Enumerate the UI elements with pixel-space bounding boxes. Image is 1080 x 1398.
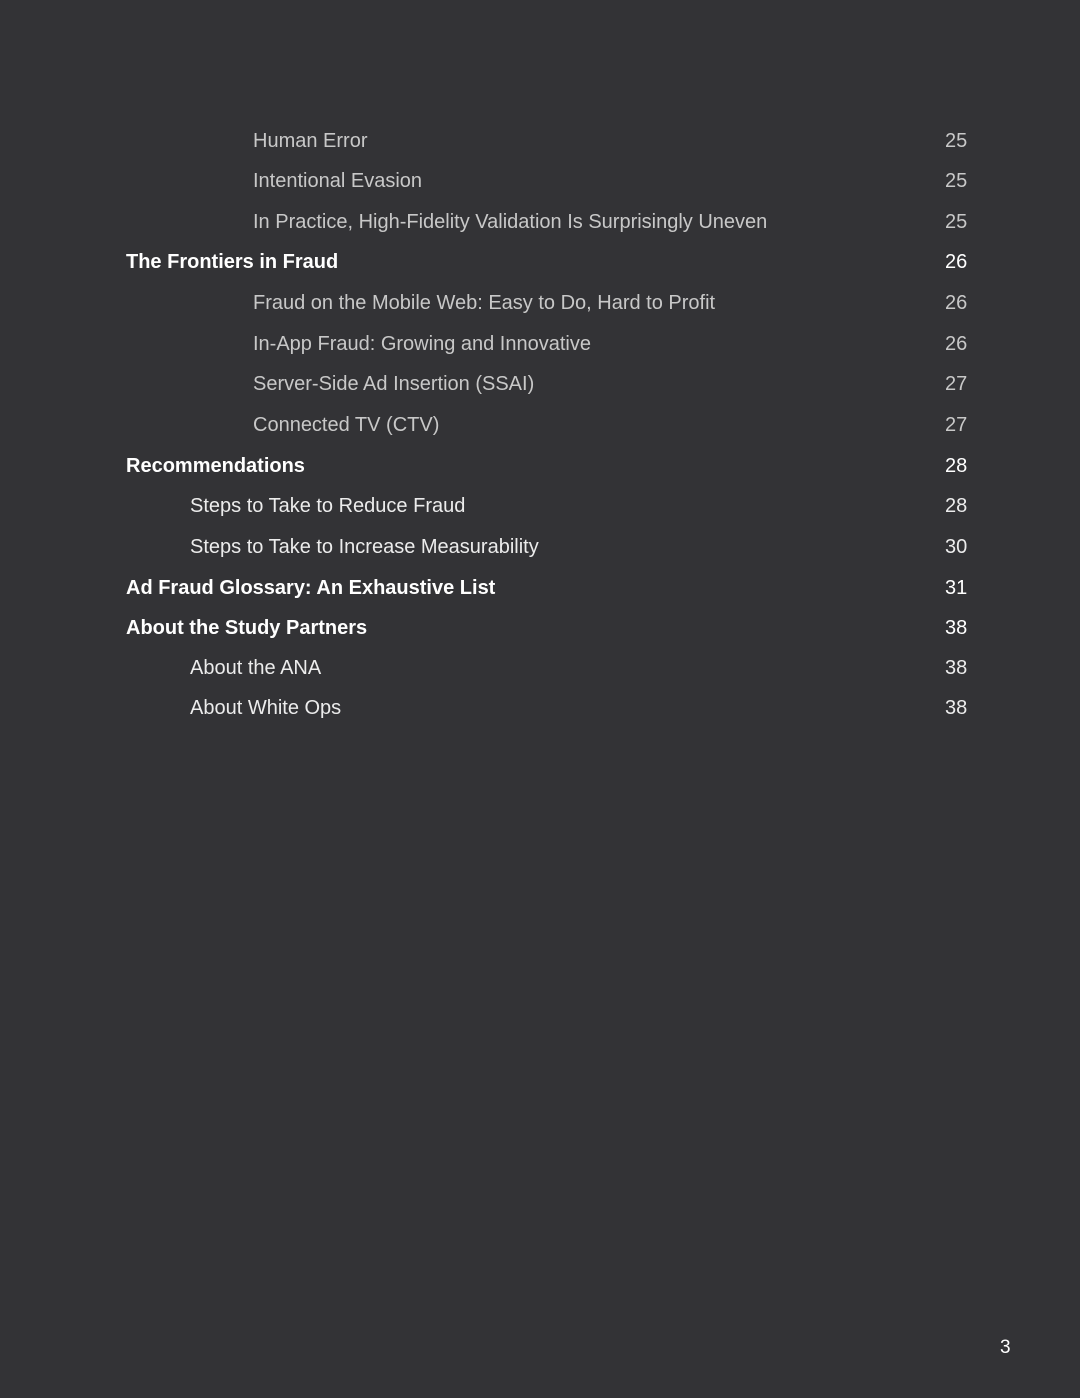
toc-entry-reduce-fraud[interactable] [0, 491, 1080, 521]
toc-section-study-partners[interactable] [0, 613, 1080, 643]
toc-entry-about-white-ops[interactable] [0, 693, 1080, 723]
toc-entry-about-ana[interactable] [0, 653, 1080, 683]
toc-entry-page: 25 [945, 170, 968, 192]
toc-entry-title: About the ANA [190, 657, 322, 679]
toc-entry-ctv[interactable] [0, 410, 1080, 440]
toc-entry-high-fidelity-validation[interactable] [0, 207, 1080, 237]
toc-entry-page: 27 [945, 414, 968, 436]
page-number: 3 [1000, 1337, 1011, 1358]
toc-entry-mobile-web-fraud[interactable] [0, 288, 1080, 318]
toc-entry-page: 28 [945, 495, 968, 517]
toc-entry-intentional-evasion[interactable] [0, 166, 1080, 196]
toc-entry-page: 38 [945, 657, 968, 679]
toc-entry-page: 26 [945, 292, 968, 314]
toc-section-page: 28 [945, 455, 968, 477]
toc-entry-ssai[interactable] [0, 369, 1080, 399]
toc-entry-title: Steps to Take to Reduce Fraud [190, 495, 466, 517]
toc-section-page: 38 [945, 617, 968, 639]
toc-section-title: Ad Fraud Glossary: An Exhaustive List [126, 577, 496, 599]
toc-entry-page: 26 [945, 333, 968, 355]
toc-section-title: The Frontiers in Fraud [126, 251, 339, 273]
toc-entry-title: Server-Side Ad Insertion (SSAI) [253, 373, 535, 395]
toc-entry-page: 25 [945, 130, 968, 152]
toc-section-title: Recommendations [126, 455, 305, 477]
toc-entry-title: About White Ops [190, 697, 342, 719]
toc-entry-increase-measurability[interactable] [0, 532, 1080, 562]
toc-entry-page: 30 [945, 536, 968, 558]
toc-entry-title: Intentional Evasion [253, 170, 423, 192]
toc-entry-in-app-fraud[interactable] [0, 329, 1080, 359]
toc-entry-page: 27 [945, 373, 968, 395]
toc-entry-human-error[interactable] [0, 126, 1080, 156]
toc-section-page: 26 [945, 251, 968, 273]
toc-section-recommendations[interactable] [0, 451, 1080, 481]
toc-entry-page: 38 [945, 697, 968, 719]
toc-entry-title: In-App Fraud: Growing and Innovative [253, 333, 591, 355]
toc-entry-page: 25 [945, 211, 968, 233]
toc-entry-title: Human Error [253, 130, 368, 152]
toc-entry-title: In Practice, High-Fidelity Validation Is Surprisingly Uneven [253, 211, 768, 233]
toc-section-title: About the Study Partners [126, 617, 368, 639]
toc-entry-title: Fraud on the Mobile Web: Easy to Do, Hard to Profit [253, 292, 716, 314]
toc-entry-title: Steps to Take to Increase Measurability [190, 536, 539, 558]
toc-section-page: 31 [945, 577, 968, 599]
toc-section-frontiers-in-fraud[interactable] [0, 247, 1080, 277]
toc-section-ad-fraud-glossary[interactable] [0, 573, 1080, 603]
toc-entry-title: Connected TV (CTV) [253, 414, 440, 436]
